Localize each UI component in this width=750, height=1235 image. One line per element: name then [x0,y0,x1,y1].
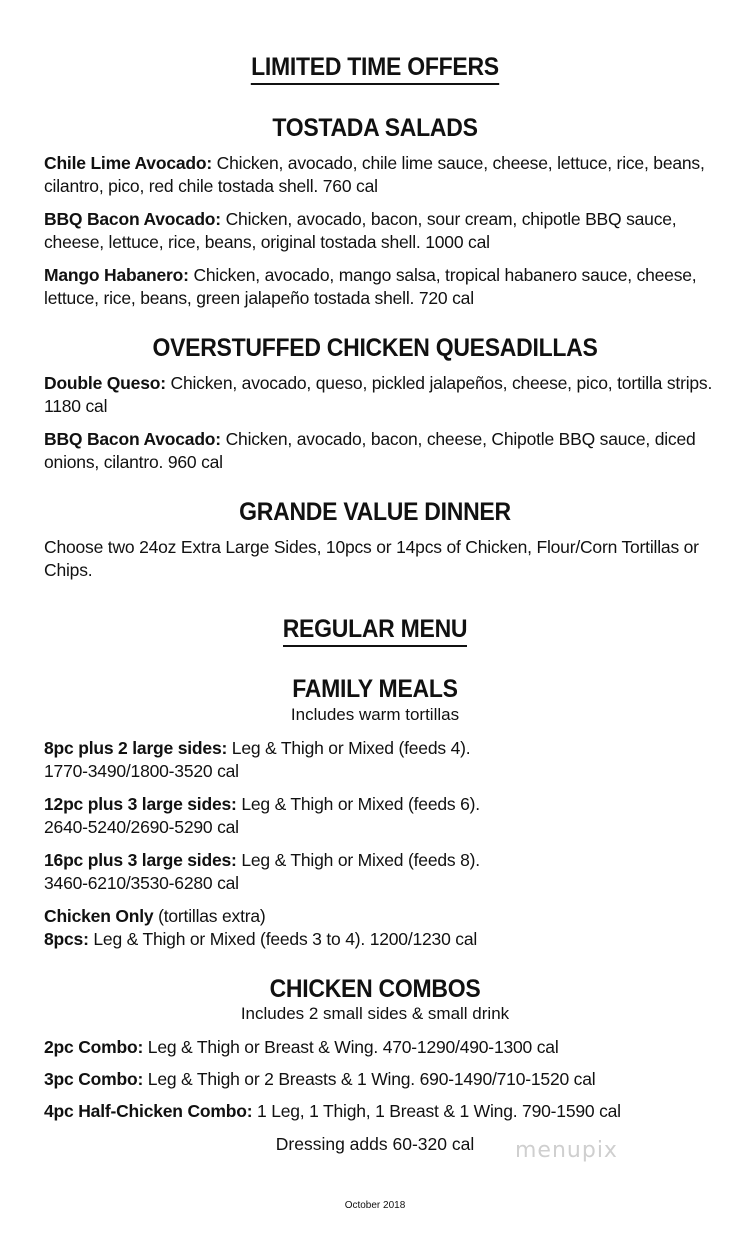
family-meals-subtitle: Includes warm tortillas [290,705,460,724]
family-meals-heading: FAMILY MEALS [292,675,458,703]
family-item-12pc: 12pc plus 3 large sides: Leg & Thigh or Mixed (feeds 6). 2640-5240/2690-5290 cal [44,794,480,837]
combo-item-2pc: 2pc Combo: Leg & Thigh or Breast & Wing. 470-1290/490-1300 cal [44,1037,559,1057]
limited-time-offers-heading: LIMITED TIME OFFERS [30,53,720,82]
family-item-16pc: 16pc plus 3 large sides: Leg & Thigh or Mixed (feeds 8). 3460-6210/3530-6280 cal [44,850,480,893]
quesadillas-heading: OVERSTUFFED CHICKEN QUESADILLAS [152,334,598,362]
family-item-8pc: 8pc plus 2 large sides: Leg & Thigh or Mixed (feeds 4). 1770-3490/1800-3520 cal [44,738,471,781]
quesadilla-item-double-queso: Double Queso: Chicken, avocado, queso, pickled jalapeños, cheese, pico, tortilla strips. 1180 cal [44,373,713,416]
grande-value-text: Choose two 24oz Extra Large Sides, 10pcs or 14pcs of Chicken, Flour/Corn Tortillas or Chips. [44,537,699,580]
combo-item-3pc: 3pc Combo: Leg & Thigh or 2 Breasts & 1 Wing. 690-1490/710-1520 cal [44,1069,596,1089]
tostada-item-bbq-bacon: BBQ Bacon Avocado: Chicken, avocado, bacon, sour cream, chipotle BBQ sauce, cheese, lettuce, rice, beans, original tostada shell. 1000 cal [44,209,677,252]
chicken-combos-heading: CHICKEN COMBOS [269,975,481,1003]
tostada-salads-heading: TOSTADA SALADS [272,114,478,142]
regular-menu-heading: REGULAR MENU [30,615,720,644]
chicken-combos-subtitle: Includes 2 small sides & small drink [240,1004,510,1023]
footer-date: October 2018 [344,1200,406,1211]
tostada-item-chile-lime: Chile Lime Avocado: Chicken, avocado, chile lime sauce, cheese, lettuce, rice, beans, cilantro, pico, red chile tostada shell. 760 cal [44,153,705,196]
grande-value-heading: GRANDE VALUE DINNER [239,498,511,526]
quesadilla-item-bbq-bacon: BBQ Bacon Avocado: Chicken, avocado, bacon, cheese, Chipotle BBQ sauce, diced onions, cilantro. 960 cal [44,429,696,472]
family-item-chicken-only: Chicken Only (tortillas extra) 8pcs: Leg & Thigh or Mixed (feeds 3 to 4). 1200/1230 cal [44,906,478,949]
dressing-note: Dressing adds 60-320 cal [275,1134,475,1154]
menupix-watermark: menupix [515,1138,618,1163]
combo-item-4pc: 4pc Half-Chicken Combo: 1 Leg, 1 Thigh, 1 Breast & 1 Wing. 790-1590 cal [44,1101,621,1121]
tostada-item-mango-habanero: Mango Habanero: Chicken, avocado, mango salsa, tropical habanero sauce, cheese, lettuce, rice, beans, green jalapeño tostada shell. 720 cal [44,265,697,308]
